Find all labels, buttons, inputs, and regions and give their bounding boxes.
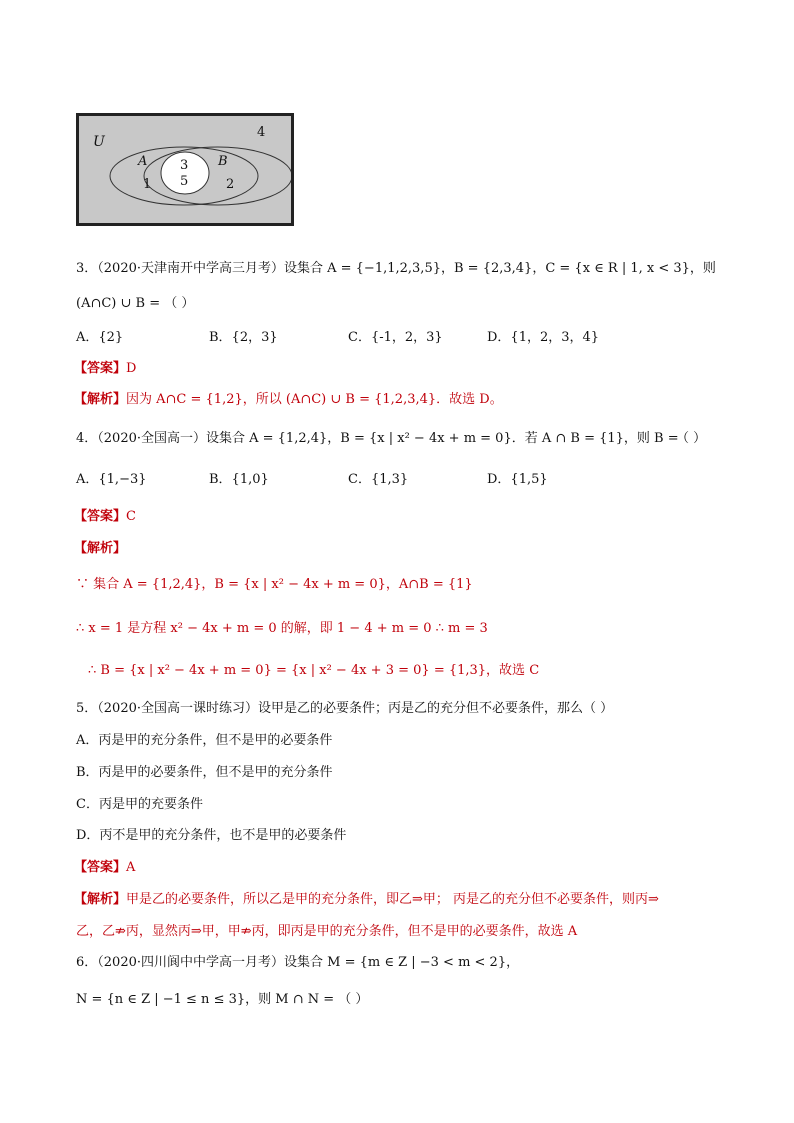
q3-stem-line2: (A∩C) ∪ B = （ ）	[76, 296, 195, 311]
q3-option-d: D．{1，2，3，4}	[487, 330, 600, 345]
analysis-tag: 【解析】	[74, 392, 127, 407]
set-a-label: A	[138, 154, 148, 169]
only-a-element: 1	[143, 177, 152, 192]
q5-option-b: B．丙是甲的必要条件，但不是甲的充分条件	[76, 765, 333, 780]
analysis-text: 因为 A∩C = {1,2}，所以 (A∩C) ∪ B = {1,2,3,4}．故选 D。	[126, 392, 503, 407]
q4-answer-paren: （ ）	[676, 431, 707, 446]
intersection-element-bottom: 5	[180, 174, 189, 189]
set-b-label: B	[218, 154, 228, 169]
q6-stem-line1: 6．（2020·四川阆中中学高一月考）设集合 M = {m ∈ Z | −3 < m < 2}，	[76, 955, 520, 970]
q4-option-a: A．{1,−3}	[76, 472, 147, 487]
q5-answer	[74, 856, 135, 875]
answer-tag: 【答案】	[74, 361, 127, 376]
q5-option-c: C．丙是甲的充要条件	[76, 797, 203, 812]
q4-option-b: B．{1,0}	[209, 472, 269, 487]
analysis-tag: 【解析】	[74, 541, 127, 556]
answer-value: C	[126, 509, 136, 524]
answer-value: D	[126, 361, 137, 376]
q5-analysis-line1	[74, 888, 659, 907]
analysis-text: 甲是乙的必要条件，所以乙是甲的充分条件，即乙⇒甲； 丙是乙的充分但不必要条件，则丙⇒	[126, 892, 659, 907]
q5-option-d: D．丙不是甲的充分条件，也不是甲的必要条件	[76, 828, 347, 843]
only-b-element: 2	[226, 177, 235, 192]
q6-stem-line2: N = {n ∈ Z | −1 ≤ n ≤ 3}，则 M ∩ N = （ ）	[76, 992, 369, 1007]
outside-element: 4	[257, 125, 266, 140]
q4-stem: 4．（2020·全国高一）设集合 A = {1,2,4}，B = {x | x² − 4x + m = 0}．若 A ∩ B = {1}，则 B =	[76, 431, 679, 446]
q4-option-c: C．{1,3}	[348, 472, 409, 487]
intersection-element-top: 3	[180, 158, 189, 173]
analysis-tag: 【解析】	[74, 892, 127, 907]
venn-diagram	[76, 113, 294, 226]
q3-option-b: B．{2，3}	[209, 330, 278, 345]
answer-tag: 【答案】	[74, 509, 127, 524]
q5-option-a: A．丙是甲的充分条件，但不是甲的必要条件	[76, 733, 333, 748]
q3-analysis	[74, 388, 503, 407]
q4-analysis-step3: ∴ B = {x | x² − 4x + m = 0} = {x | x² − 4x + 3 = 0} = {1,3}，故选 C	[88, 663, 540, 678]
q5-stem: 5．（2020·全国高一课时练习）设甲是乙的必要条件；丙是乙的充分但不必要条件，那么（ ）	[76, 701, 614, 716]
q4-analysis-step2: ∴ x = 1 是方程 x² − 4x + m = 0 的解，即 1 − 4 + m = 0 ∴ m = 3	[76, 621, 488, 636]
answer-value: A	[126, 860, 136, 875]
q3-option-a: A．{2}	[76, 330, 124, 345]
q4-option-d: D．{1,5}	[487, 472, 548, 487]
universe-label: U	[93, 134, 105, 150]
answer-tag: 【答案】	[74, 860, 127, 875]
q4-analysis-step1: ∵ 集合 A = {1,2,4}，B = {x | x² − 4x + m = 0}，A∩B = {1}	[76, 577, 473, 592]
q3-option-c: C．{-1，2，3}	[348, 330, 443, 345]
q3-answer	[74, 357, 136, 376]
q4-analysis-tag	[74, 537, 126, 556]
q4-answer	[74, 505, 136, 524]
q5-analysis-line2: 乙，乙⇏丙，显然丙⇒甲，甲⇏丙，即丙是甲的充分条件，但不是甲的必要条件，故选 A	[76, 924, 578, 939]
q3-stem-line1: 3．（2020·天津南开中学高三月考）设集合 A = {−1,1,2,3,5}，B = {2,3,4}，C = {x ∈ R | 1, x < 3}，则	[76, 261, 716, 276]
